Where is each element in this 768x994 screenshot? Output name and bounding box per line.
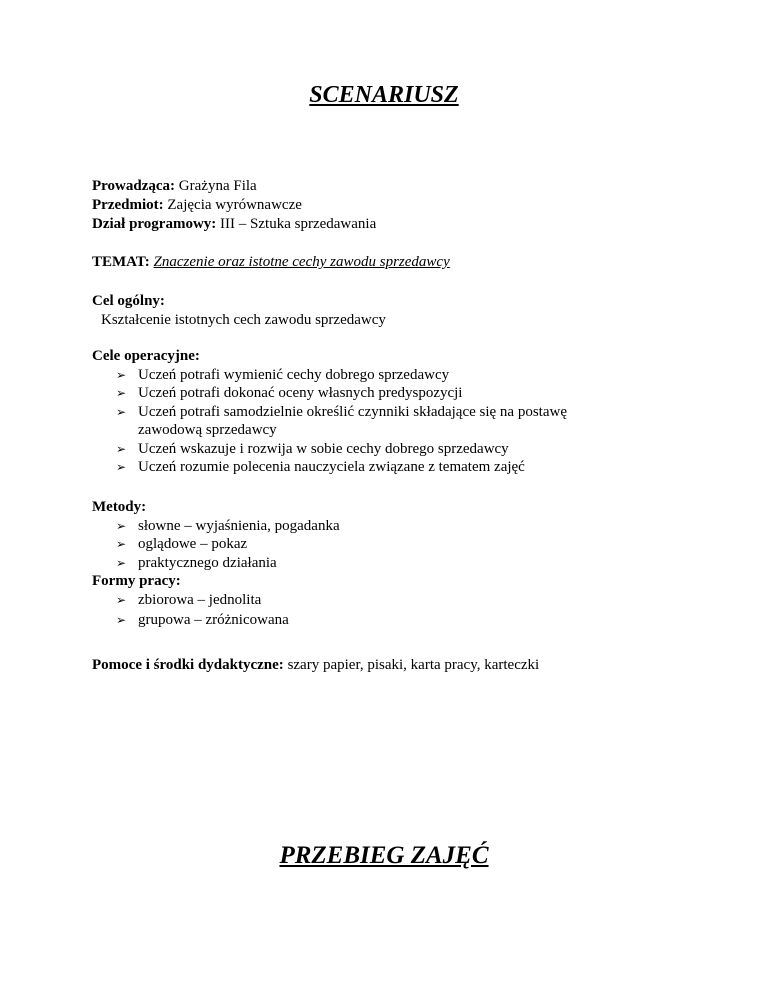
- temat-value: Znaczenie oraz istotne cechy zawodu sprzedawcy: [153, 254, 450, 270]
- pomoce-value: szary papier, pisaki, karta pracy, karteczki: [287, 657, 540, 673]
- dzial-line: [92, 215, 376, 234]
- arrow-bullet-icon: ➢: [116, 460, 127, 474]
- list-item: ➢ grupowa – zróżnicowana: [116, 612, 289, 628]
- metody-section: [92, 498, 340, 630]
- arrow-bullet-icon: ➢: [116, 367, 127, 382]
- temat-label: TEMAT:: [92, 254, 150, 270]
- arrow-bullet-icon: ➢: [116, 613, 127, 627]
- prowadzaca-line: [92, 177, 376, 196]
- arrow-bullet-icon: ➢: [116, 592, 127, 607]
- list-item: ➢ Uczeń rozumie polecenia nauczyciela związane z tematem zajęć: [116, 459, 525, 475]
- dzial-value: III – Sztuka sprzedawania: [220, 216, 377, 232]
- cel-ogolny-section: [92, 292, 386, 329]
- cel-ogolny-value: Kształcenie istotnych cech zawodu sprzedawcy: [101, 311, 386, 328]
- arrow-bullet-icon: ➢: [116, 404, 127, 419]
- list-item: ➢ oglądowe – pokaz: [116, 536, 248, 552]
- list-item: ➢ Uczeń potrafi samodzielnie określić czynniki składające się na postawę: [116, 403, 567, 420]
- document-title: SCENARIUSZ: [309, 82, 459, 108]
- metody-label: Metody:: [92, 499, 147, 515]
- prowadzaca-label: Prowadząca:: [92, 178, 176, 194]
- dzial-label: Dział programowy:: [92, 216, 217, 232]
- arrow-bullet-icon: ➢: [116, 441, 127, 456]
- cele-operacyjne-label: Cele operacyjne:: [92, 348, 200, 364]
- przedmiot-value: Zajęcia wyrównawcze: [167, 197, 302, 213]
- cele-operacyjne-section: [92, 347, 567, 477]
- prowadzaca-value: Grażyna Fila: [178, 178, 257, 194]
- formy-pracy-label: Formy pracy:: [92, 573, 181, 589]
- temat-line: [92, 253, 450, 272]
- list-item: ➢ Uczeń wskazuje i rozwija w sobie cechy dobrego sprzedawcy: [116, 440, 509, 457]
- przedmiot-label: Przedmiot:: [92, 197, 164, 213]
- arrow-bullet-icon: ➢: [116, 386, 127, 400]
- przedmiot-line: [92, 196, 376, 215]
- list-item: ➢ praktycznego działania: [116, 554, 277, 571]
- pomoce-line: [92, 656, 539, 675]
- list-item: ➢ Uczeń potrafi dokonać oceny własnych predyspozycji: [116, 385, 463, 401]
- arrow-bullet-icon: ➢: [116, 555, 127, 570]
- formy-pracy-list: [92, 591, 340, 630]
- meta-section: [92, 177, 376, 234]
- list-item: ➢ zbiorowa – jednolita: [116, 591, 262, 608]
- przebieg-zajec-heading: PRZEBIEG ZAJĘĆ: [279, 842, 489, 869]
- arrow-bullet-icon: ➢: [116, 537, 127, 551]
- list-item: ➢ słowne – wyjaśnienia, pogadanka: [116, 517, 340, 534]
- cel-ogolny-label: Cel ogólny:: [92, 293, 165, 309]
- arrow-bullet-icon: ➢: [116, 518, 127, 533]
- metody-list: [92, 517, 340, 573]
- list-item: ➢ Uczeń potrafi wymienić cechy dobrego sprzedawcy: [116, 366, 450, 383]
- cele-operacyjne-list: [92, 366, 567, 477]
- pomoce-label: Pomoce i środki dydaktyczne:: [92, 657, 284, 673]
- list-item-continuation: zawodową sprzedawcy: [138, 422, 277, 438]
